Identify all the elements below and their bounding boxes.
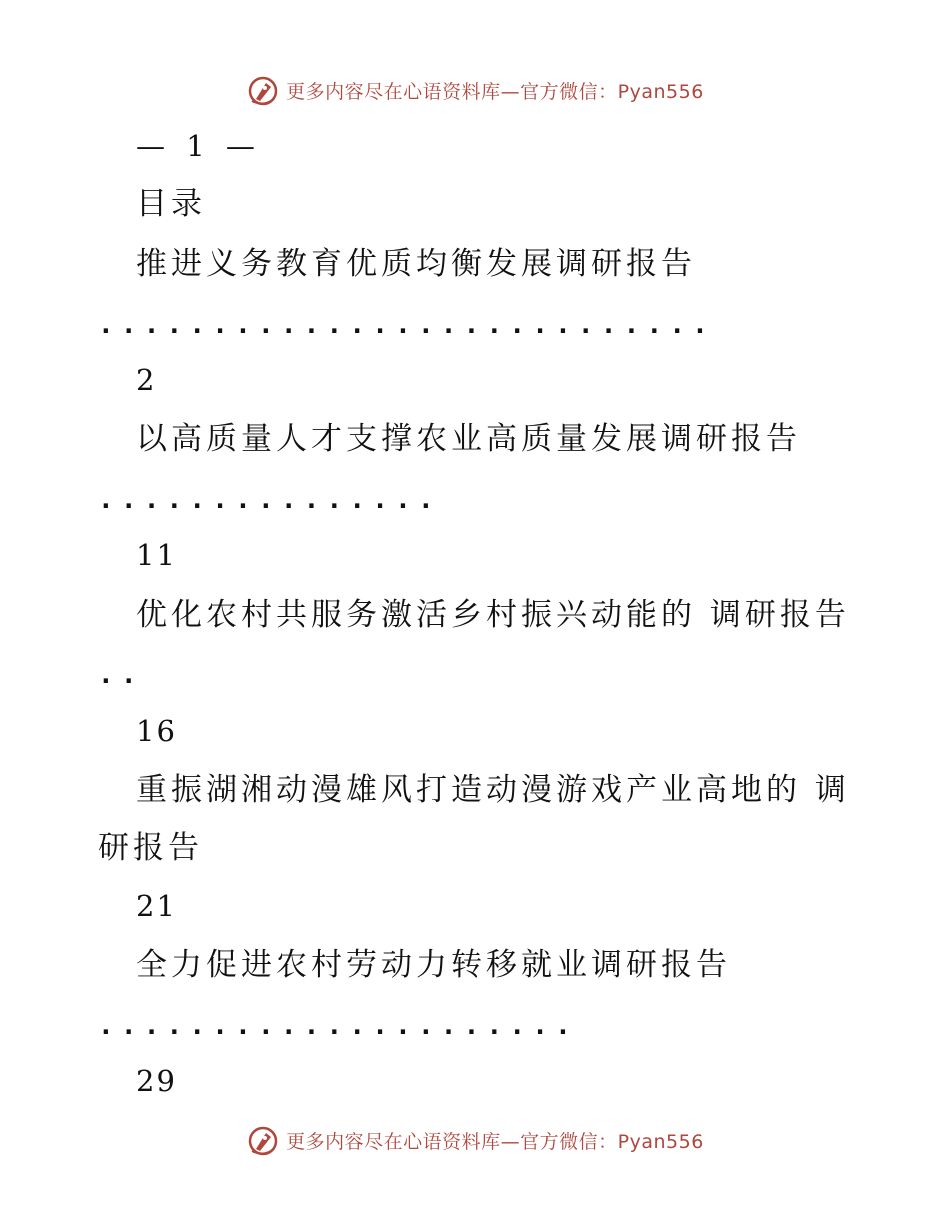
toc-leader-dots: ........................... bbox=[98, 310, 716, 340]
pen-nib-logo-icon bbox=[246, 1123, 280, 1157]
toc-title: 目录 bbox=[136, 186, 206, 222]
page-number: — 1 — bbox=[136, 129, 261, 163]
toc-leader-dots: ............... bbox=[98, 485, 441, 515]
toc-entry-title-continued: 研报告 bbox=[98, 830, 203, 866]
toc-page-number: 11 bbox=[136, 538, 177, 572]
toc-page-number: 21 bbox=[136, 889, 177, 923]
pen-nib-logo-icon bbox=[246, 73, 280, 107]
header-banner-text: 更多内容尽在心语资料库—官方微信：Pyan556 bbox=[286, 80, 704, 103]
footer-banner bbox=[0, 1120, 950, 1160]
toc-entry-title: 推进义务教育优质均衡发展调研报告 bbox=[136, 246, 696, 282]
toc-entry-title: 优化农村共服务激活乡村振兴动能的 调研报告 bbox=[136, 597, 850, 633]
toc-page-number: 16 bbox=[136, 714, 177, 748]
header-banner bbox=[0, 70, 950, 110]
toc-leader-dots: .. bbox=[98, 660, 144, 690]
toc-entry-title: 以高质量人才支撑农业高质量发展调研报告 bbox=[136, 421, 801, 457]
toc-entry-title: 重振湖湘动漫雄风打造动漫游戏产业高地的 调 bbox=[136, 772, 850, 808]
toc-leader-dots: ..................... bbox=[98, 1011, 578, 1041]
toc-page-number: 29 bbox=[136, 1064, 177, 1098]
toc-page-number: 2 bbox=[136, 363, 157, 397]
footer-banner-text: 更多内容尽在心语资料库—官方微信：Pyan556 bbox=[286, 1130, 704, 1153]
toc-entry-title: 全力促进农村劳动力转移就业调研报告 bbox=[136, 947, 731, 983]
